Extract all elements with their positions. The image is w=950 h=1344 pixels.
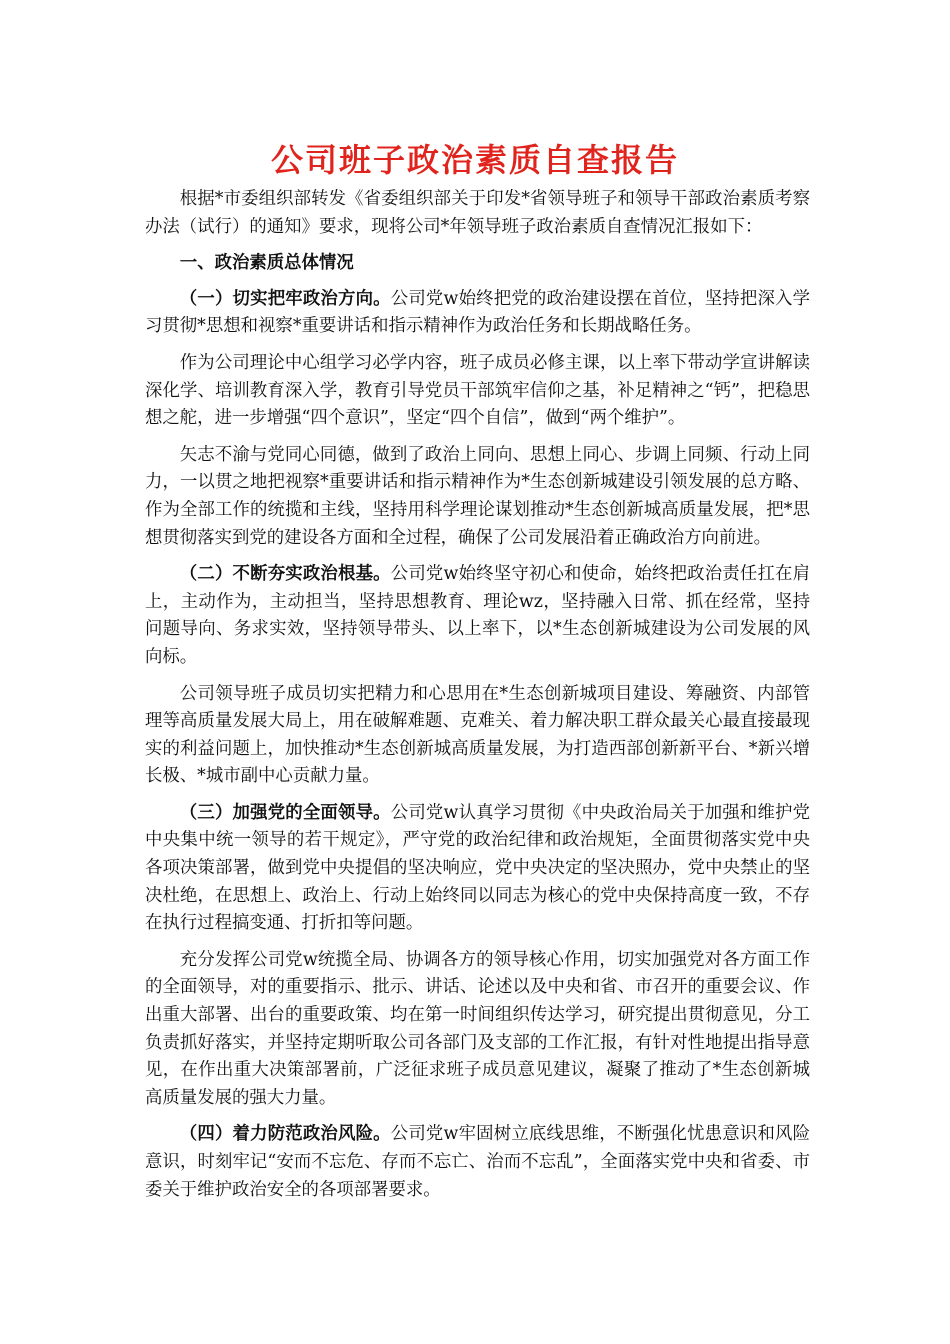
- document-body: [145, 186, 810, 1213]
- paragraph-3: [145, 800, 810, 938]
- paragraph-1: [145, 286, 810, 341]
- paragraph-text: 公司党w始终坚守初心和使命，始终把政治责任扛在肩上，主动作为，主动担当，坚持思想教育、理论wz，坚持融入日常、抓在经常，坚持问题导向、务求实效，坚持领导带头、以上率下，以*生态创新城建设为公司发展的风向标。: [145, 564, 810, 667]
- paragraph-lead: （三）加强党的全面领导。: [179, 802, 391, 823]
- paragraph-text: 公司党w认真学习贯彻《中央政治局关于加强和维护党中央集中统一领导的若干规定》，严守党的政治纪律和政治规矩，全面贯彻落实党中央各项决策部署，做到党中央提倡的坚决响应，党中央决定的坚决照办，党中央禁止的坚决杜绝，在思想上、政治上、行动上始终同以同志为核心的党中央保持高度一致，不存在执行过程搞变通、打折扣等问题。: [145, 802, 810, 934]
- section-heading: 一、政治素质总体情况: [179, 253, 354, 274]
- paragraph-lead: （二）不断夯实政治根基。: [179, 564, 391, 585]
- paragraph-4: [145, 1121, 810, 1204]
- intro-paragraph: 根据*市委组织部转发《省委组织部关于印发*省领导班子和领导干部政治素质考察办法（试行）的通知》要求，现将公司*年领导班子政治素质自查情况汇报如下：: [145, 189, 810, 237]
- paragraph-1b: 作为公司理论中心组学习必学内容，班子成员必修主课，以上率下带动学宣讲解读深化学、培训教育深入学，教育引导党员干部筑牢信仰之基，补足精神之“钙”，把稳思想之舵，进一步增强“四个意识”，坚定“四个自信”，做到“两个维护”。: [145, 352, 810, 429]
- paragraph-text: 公司党w始终把党的政治建设摆在首位，坚持把深入学习贯彻*思想和视察*重要讲话和指示精神作为政治任务和长期战略任务。: [145, 288, 810, 337]
- paragraph-text: 公司党w牢固树立底线思维，不断强化忧患意识和风险意识，时刻牢记“安而不忘危、存而不忘亡、治而不忘乱”，全面落实党中央和省委、市委关于维护政治安全的各项部署要求。: [145, 1124, 810, 1200]
- paragraph-lead: （一）切实把牢政治方向。: [179, 288, 391, 309]
- paragraph-1c: 矢志不渝与党同心同德，做到了政治上同向、思想上同心、步调上同频、行动上同力，一以贯之地把视察*重要讲话和指示精神作为*生态创新城建设引领发展的总方略、作为全部工作的统揽和主线，坚持用科学理论谋划推动*生态创新城高质量发展，把*思想贯彻落实到党的建设各方面和全过程，确保了公司发展沿着正确政治方向前进。: [145, 444, 810, 548]
- paragraph-3b: 充分发挥公司党w统揽全局、协调各方的领导核心作用，切实加强党对各方面工作的全面领导，对的重要指示、批示、讲话、论述以及中央和省、市召开的重要会议、作出重大部署、出台的重要政策、均在第一时间组织传达学习，研究提出贯彻意见，分工负责抓好落实，并坚持定期听取公司各部门及支部的工作汇报，有针对性地提出指导意见，在作出重大决策部署前，广泛征求班子成员意见建议，凝聚了推动了*生态创新城高质量发展的强大力量。: [145, 949, 810, 1108]
- paragraph-2: [145, 561, 810, 671]
- document-title: 公司班子政治素质自查报告: [270, 141, 679, 179]
- paragraph-lead: （四）着力防范政治风险。: [179, 1124, 391, 1145]
- paragraph-2b: 公司领导班子成员切实把精力和心思用在*生态创新城项目建设、筹融资、内部管理等高质量发展大局上，用在破解难题、克难关、着力解决职工群众最关心最直接最现实的利益问题上，加快推动*生态创新城高质量发展，为打造西部创新新平台、*新兴增长极、*城市副中心贡献力量。: [145, 683, 810, 787]
